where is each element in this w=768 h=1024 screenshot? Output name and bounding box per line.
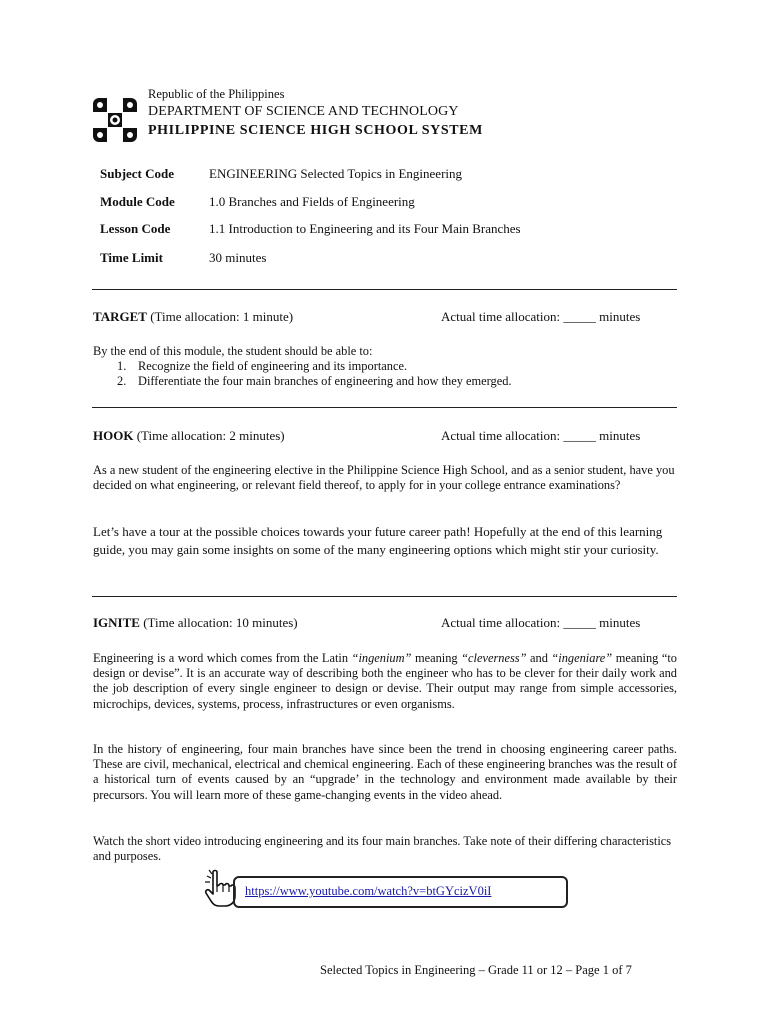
ignite-title: IGNITE xyxy=(93,615,140,630)
page-footer: Selected Topics in Engineering – Grade 11 or 12 – Page 1 of 7 xyxy=(320,963,632,977)
divider xyxy=(92,596,677,597)
meta-value: 1.0 Branches and Fields of Engineering xyxy=(209,194,415,209)
ignite-actual-time: Actual time allocation: _____ minutes xyxy=(441,615,641,630)
meta-value: 30 minutes xyxy=(209,250,267,265)
divider xyxy=(92,289,677,290)
ignite-paragraph-1 xyxy=(93,651,677,712)
meta-label: Lesson Code xyxy=(100,221,171,236)
meta-label: Time Limit xyxy=(100,250,163,265)
text-run: meaning xyxy=(411,651,462,665)
meta-value: ENGINEERING Selected Topics in Engineering xyxy=(209,166,463,181)
meta-label: Module Code xyxy=(100,194,175,209)
text-run: Engineering is a word which comes from the Latin xyxy=(93,651,352,665)
target-intro: By the end of this module, the student should be able to: xyxy=(93,344,373,358)
text-run: and xyxy=(526,651,552,665)
ignite-paragraph-2: In the history of engineering, four main branches have since been the trend in choosing engineering career paths. These are civil, mechanical, electrical and chemical engineering. Each of these engineering branches was the result of a historical turn of events caused by an “upgrade’ in the technology and environment made available by their precursors. You will learn more of these game-changing events in the video ahead. xyxy=(93,742,677,802)
republic-label: Republic of the Philippines xyxy=(148,87,285,101)
list-item xyxy=(93,359,512,374)
hook-actual-time: Actual time allocation: _____ minutes xyxy=(441,428,641,443)
hook-heading xyxy=(93,428,285,444)
ignite-paragraph-3: Watch the short video introducing engineering and its four main branches. Take note of their differing characteristics and purposes. xyxy=(93,834,672,864)
latin-term: “ingeniare” xyxy=(551,651,613,665)
list-number: 2. xyxy=(117,373,127,388)
latin-term: “ingenium” xyxy=(351,651,412,665)
hook-title: HOOK xyxy=(93,428,134,443)
list-item xyxy=(93,374,512,389)
list-text: Recognize the field of engineering and its importance. xyxy=(138,359,408,373)
hook-paragraph-2: Let’s have a tour at the possible choices towards your future career path! Hopefully at the end of this learning guide, you may gain some insights on some of the many engineering options which might stir your curiosity. xyxy=(93,524,663,557)
divider xyxy=(92,407,677,408)
target-title: TARGET xyxy=(93,309,147,324)
department-label: DEPARTMENT OF SCIENCE AND TECHNOLOGY xyxy=(148,104,459,119)
list-number: 1. xyxy=(117,359,127,373)
text-run: meaning “to design or devise”. It is an accurate way of describing both the engineer who has to be clever for their daily work and the job description of every single engineer to design or devise. Their output may range from simple accessories, microchips, devices, systems, process, infrastructures or even organisms. xyxy=(93,651,677,711)
video-link-box xyxy=(233,876,568,908)
meta-value: 1.1 Introduction to Engineering and its Four Main Branches xyxy=(209,221,521,236)
video-link[interactable]: https://www.youtube.com/watch?v=btGYcizV0iI xyxy=(245,884,492,898)
latin-term: “cleverness” xyxy=(461,651,527,665)
pshs-seal-icon xyxy=(93,98,137,142)
hook-alloc: (Time allocation: 2 minutes) xyxy=(136,428,285,443)
hook-paragraph-1: As a new student of the engineering elective in the Philippine Science High School, and as a senior student, have you decided on what engineering, or relevant field thereof, to apply for in your college entrance examinations? xyxy=(93,463,675,493)
objectives-list xyxy=(93,359,512,388)
school-label: PHILIPPINE SCIENCE HIGH SCHOOL SYSTEM xyxy=(148,123,483,138)
list-text: Differentiate the four main branches of engineering and how they emerged. xyxy=(138,373,512,388)
meta-label: Subject Code xyxy=(100,166,175,181)
target-heading xyxy=(93,309,293,325)
target-alloc: (Time allocation: 1 minute) xyxy=(150,309,294,324)
ignite-alloc: (Time allocation: 10 minutes) xyxy=(143,615,298,630)
ignite-heading xyxy=(93,615,298,631)
target-actual-time: Actual time allocation: _____ minutes xyxy=(441,309,641,324)
